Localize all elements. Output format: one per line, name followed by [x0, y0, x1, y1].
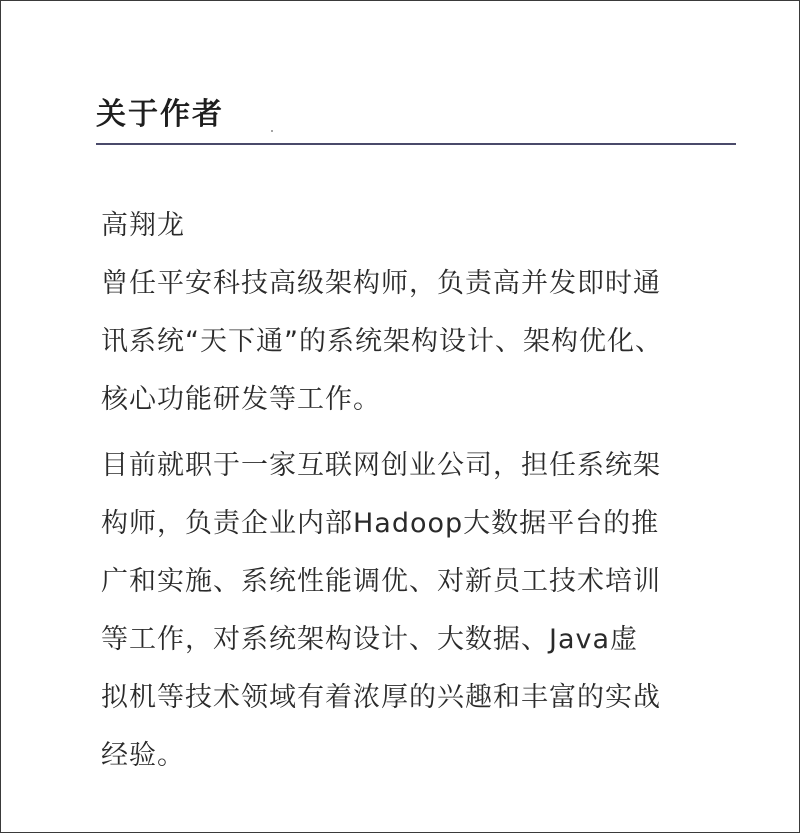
bio-line: 讯系统“天下通”的系统架构设计、架构优化、: [101, 326, 663, 357]
paragraph-gap: [101, 429, 741, 437]
bio-line: 构师，负责企业内部Hadoop大数据平台的推: [101, 508, 660, 539]
bio-paragraph-1: [101, 255, 741, 429]
bio-line: 目前就职于一家互联网创业公司，担任系统架: [101, 450, 661, 481]
title-divider: [96, 143, 736, 145]
bio-line: 等工作，对系统架构设计、大数据、Java虚: [101, 624, 639, 655]
bio-line: 经验。: [101, 740, 185, 771]
bio-line: 广和实施、系统性能调优、对新员工技术培训: [101, 566, 661, 597]
bio-paragraph-2: [101, 437, 741, 785]
author-bio: [101, 197, 741, 785]
bio-line: 拟机等技术领域有着浓厚的兴趣和丰富的实战: [101, 682, 661, 713]
section-title: 关于作者: [96, 97, 224, 132]
bio-line: 曾任平安科技高级架构师，负责高并发即时通: [101, 268, 661, 299]
print-speck: [271, 130, 273, 132]
author-name: 高翔龙: [101, 210, 185, 241]
bio-line: 核心功能研发等工作。: [101, 384, 381, 415]
